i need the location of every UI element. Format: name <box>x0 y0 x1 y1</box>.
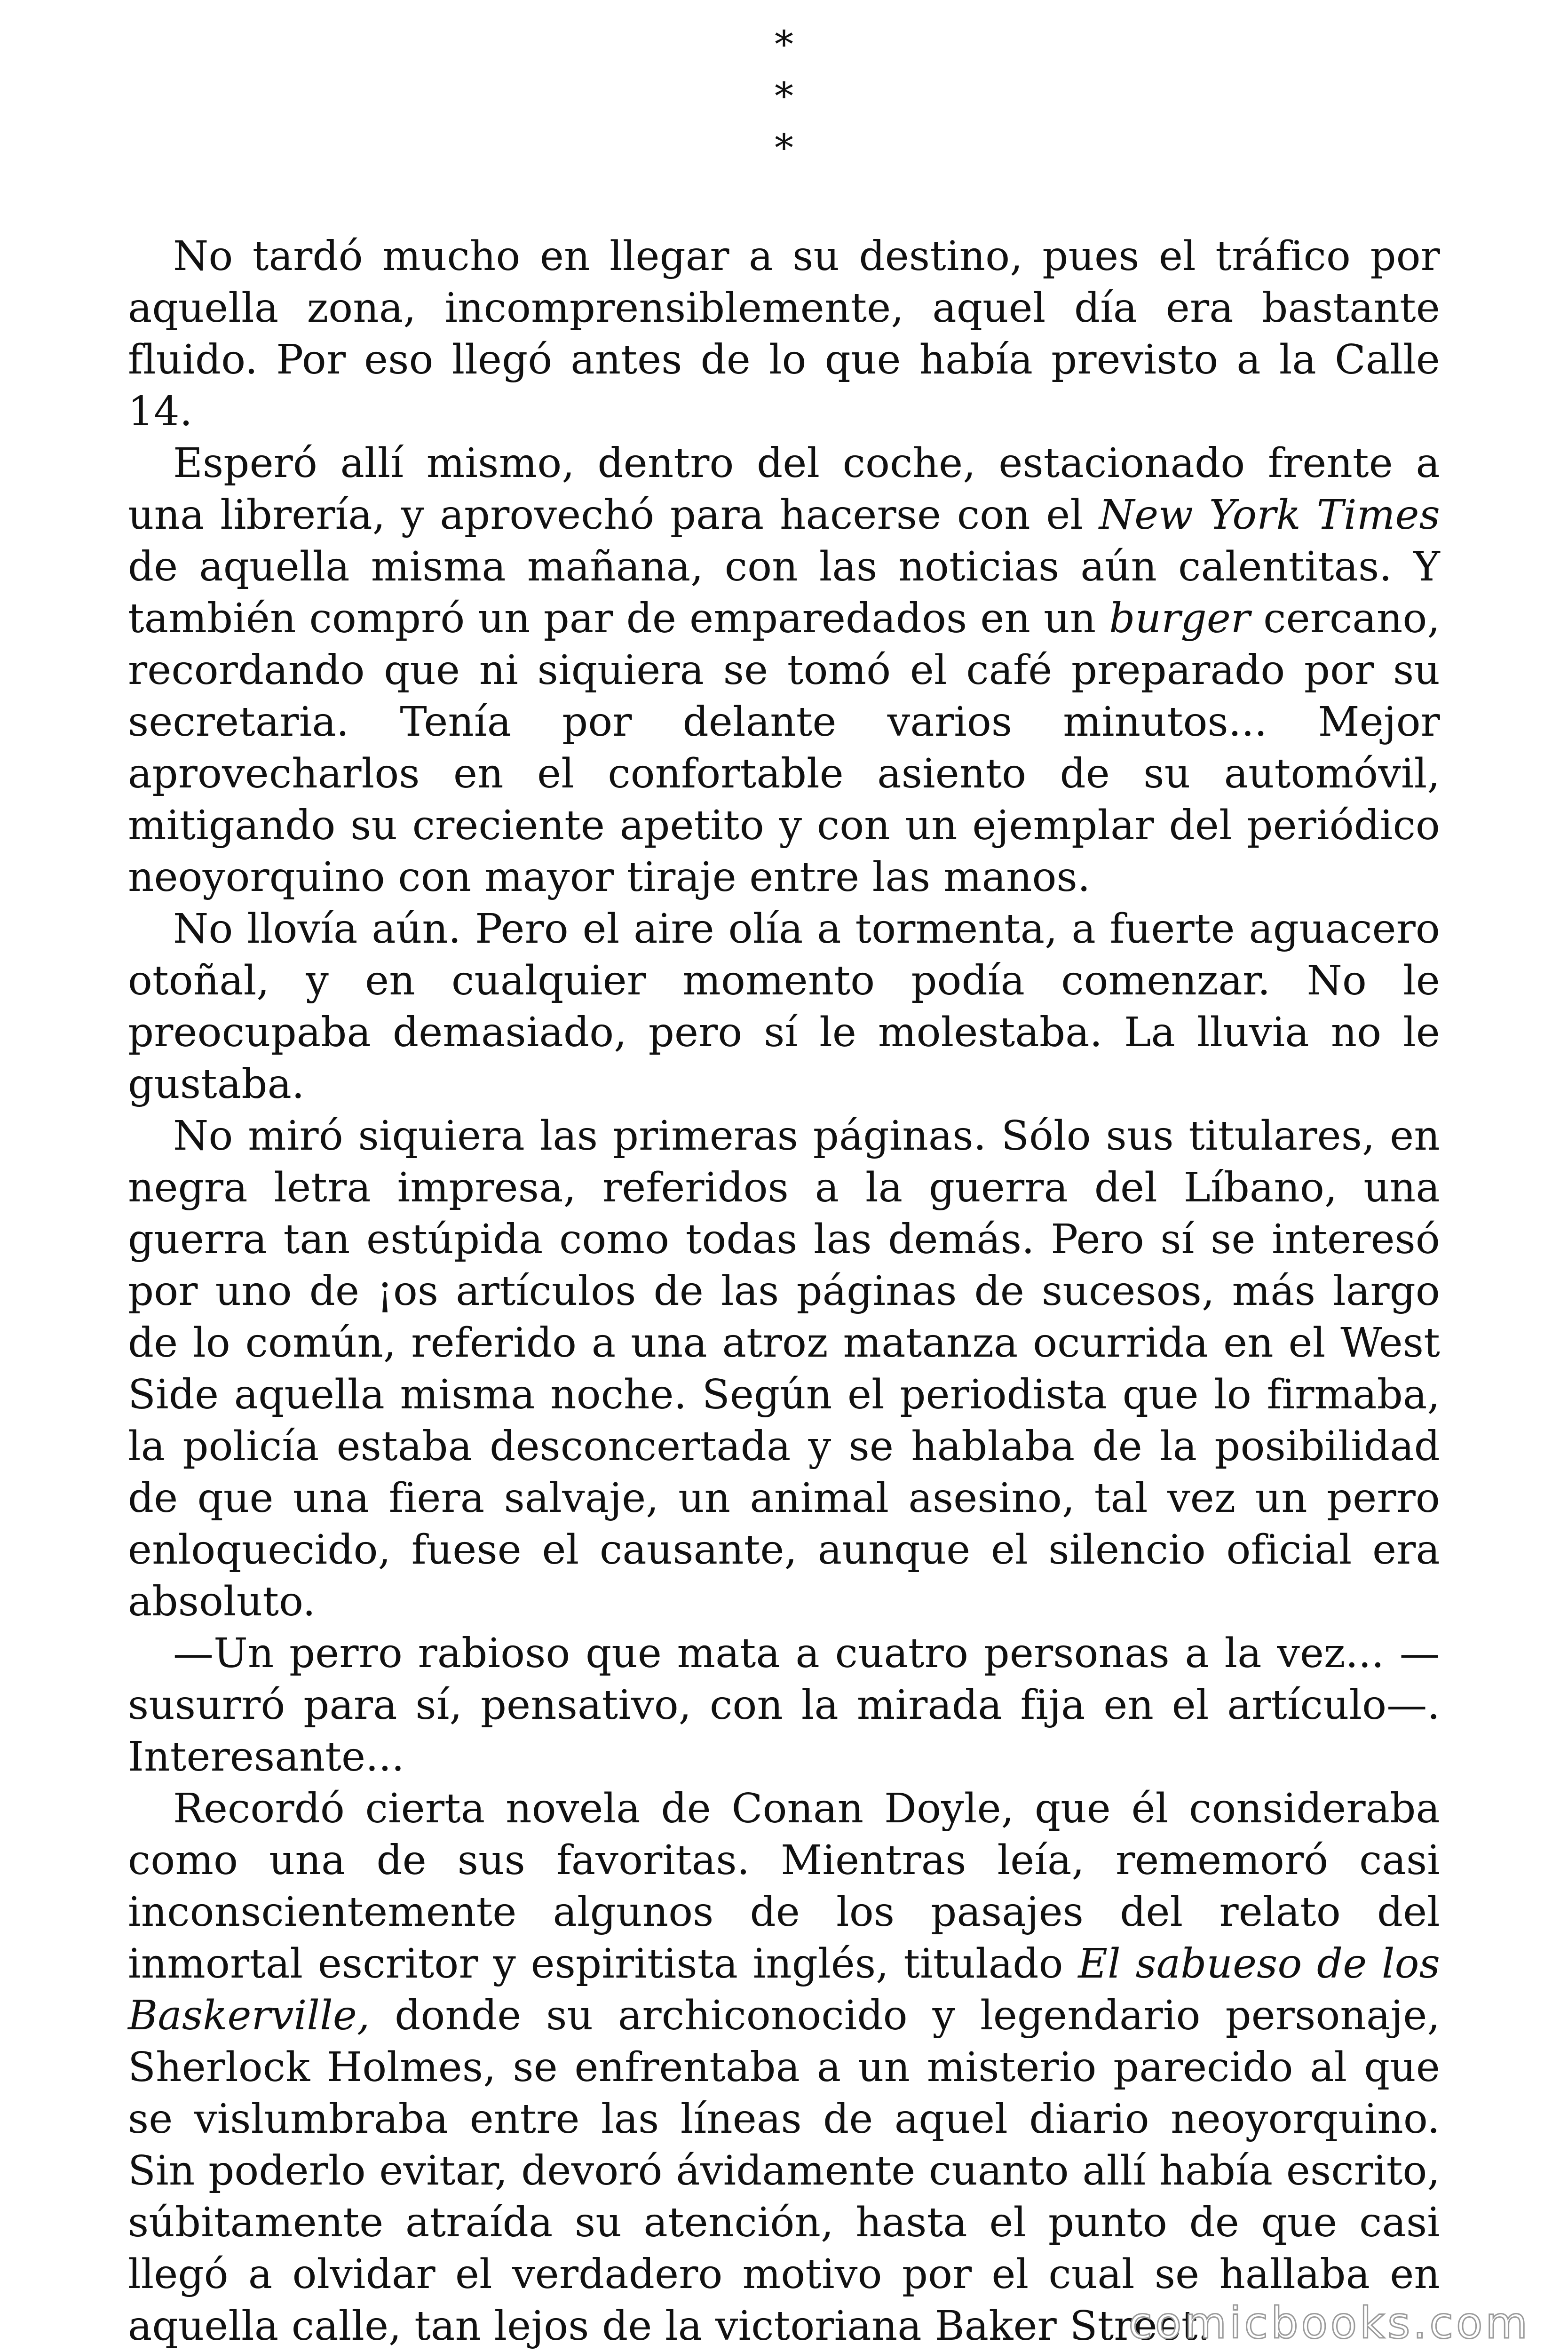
section-break-star: * <box>775 126 793 170</box>
paragraph <box>128 437 1440 903</box>
text-run: No miró siquiera las primeras páginas. Sólo sus titulares, en negra letra impresa, referidos a la guerra del Líbano, una guerra tan estúpida como todas las demás. Pero sí se interesó por uno de ¡os artículos de las páginas de sucesos, más largo de lo común, referido a una atroz matanza ocurrida en el West Side aquella misma noche. Según el periodista que lo firmaba, la policía estaba desconcertada y se hablaba de la posibilidad de que una fiera salvaje, un animal asesino, tal vez un perro enloquecido, fuese el causante, aunque el silencio oficial era absoluto. <box>128 1112 1440 1625</box>
book-page <box>128 19 1440 2352</box>
text-run: de aquella misma mañana, con las noticias aún calentitas. Y también compró un par de emparedados en un <box>128 543 1440 642</box>
dialogue-paragraph <box>128 1628 1440 1783</box>
body-text <box>128 230 1440 2352</box>
text-run: Esperó allí mismo, dentro del coche, estacionado frente a una librería, y aprovechó para hacerse con el <box>128 440 1440 539</box>
text-run: No tardó mucho en llegar a su destino, pues el tráfico por aquella zona, incomprensiblemente, aquel día era bastante fluido. Por eso llegó antes de lo que había previsto a la Calle 14. <box>128 233 1440 435</box>
paragraph <box>128 1783 1440 2352</box>
text-run: —Un perro rabioso que mata a cuatro personas a la vez... — susurró para sí, pensativo, con la mirada fija en el artículo—. Interesante... <box>128 1630 1440 1780</box>
text-run: No llovía aún. Pero el aire olía a tormenta, a fuerte aguacero otoñal, y en cualquier momento podía comenzar. No le preocupaba demasiado, pero sí le molestaba. La lluvia no le gustaba. <box>128 906 1440 1108</box>
text-run: donde su archiconocido y legendario personaje, Sherlock Holmes, se enfrentaba a un misterio parecido al que se vislumbraba entre las líneas de aquel diario neoyorquino. Sin poderlo evitar, devoró ávidamente cuanto allí había escrito, súbitamente atraída su atención, hasta el punto de que casi llegó a olvidar el verdadero motivo por el cual se hallaba en aquella calle, tan lejos de la victoriana Baker Street. <box>128 1992 1440 2350</box>
italic-title: New York Times <box>1099 492 1440 539</box>
text-run: Recordó cierta novela de Conan Doyle, que él consideraba como una de sus favoritas. Mientras leía, rememoró casi inconscientemente algunos de los pasajes del relato del inmortal escritor y espiritista inglés, titulado <box>128 1785 1440 1987</box>
italic-title: El sabueso de los Baskerville, <box>128 1940 1440 2039</box>
section-break-star: * <box>775 23 793 66</box>
section-break-star: * <box>775 74 793 118</box>
text-run: cercano, recordando que ni siquiera se tomó el café preparado por su secretaria. Tenía por delante varios minutos... Mejor aprovecharlos en el confortable asiento de su automóvil, mitigando su creciente apetito y con un ejemplar del periódico neoyorquino con mayor tiraje entre las manos. <box>128 595 1441 901</box>
paragraph <box>128 1110 1440 1628</box>
section-break <box>128 19 1440 174</box>
italic-word: burger <box>1109 595 1251 642</box>
watermark: comicbooks.com <box>1128 2298 1530 2348</box>
paragraph <box>128 230 1440 437</box>
paragraph <box>128 903 1440 1110</box>
